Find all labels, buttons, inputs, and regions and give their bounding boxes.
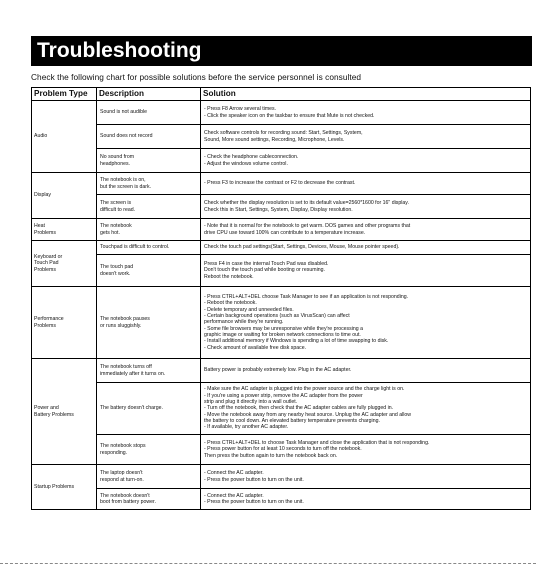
solution-cell <box>201 101 531 125</box>
description-cell <box>97 287 201 359</box>
description-text: The notebook is on, <box>100 177 146 184</box>
solution-text: - Press the power button to turn on the unit. <box>204 499 304 505</box>
description-cell <box>97 101 201 125</box>
table-row <box>32 383 531 435</box>
solution-text: - Connect the AC adapter. <box>204 470 264 477</box>
description-text: gets hot. <box>100 229 120 236</box>
description-text: The touch pad <box>100 264 134 271</box>
description-text: Sound is not audible <box>100 109 148 116</box>
solution-text: Battery power is probably extremely low. Plug in the AC adapter. <box>204 367 352 374</box>
table-row <box>32 173 531 195</box>
solution-text: - Check amount of available free disk space. <box>204 344 307 351</box>
solution-cell <box>201 359 531 383</box>
problem-type-label: Problems <box>34 229 56 236</box>
description-text: responding. <box>100 449 128 456</box>
solution-text: - Press CTRL+ALT+DEL to choose Task Manager and close the application that is not responding. <box>204 440 430 447</box>
table-row <box>32 125 531 149</box>
bottom-divider <box>0 563 536 564</box>
solution-text: strip and plug it directly into a wall outlet. <box>204 399 298 406</box>
problem-type-cell <box>32 219 97 241</box>
description-text: The notebook <box>100 223 132 230</box>
problem-type-cell <box>32 101 97 173</box>
description-cell <box>97 173 201 195</box>
description-cell <box>97 241 201 255</box>
description-cell <box>97 465 201 489</box>
table-row <box>32 255 531 287</box>
solution-cell <box>201 219 531 241</box>
problem-type-cell <box>32 465 97 510</box>
description-text: respond at turn-on. <box>100 476 144 483</box>
description-text: doesn't work. <box>100 270 131 277</box>
problem-type-label: Problems <box>34 266 56 273</box>
solution-text: - Note that it is normal for the notebook to get warm. DOS games and other programs that <box>204 223 411 230</box>
solution-text: - Delete temporary and unneeded files. <box>204 306 294 313</box>
solution-text: - Press power button for at least 10 seconds to turn off the notebook. <box>204 446 362 453</box>
solution-text: - If available, try another AC adapter. <box>204 424 289 431</box>
solution-cell <box>201 149 531 173</box>
table-row <box>32 219 531 241</box>
problem-type-cell <box>32 287 97 359</box>
description-text: The notebook stops <box>100 443 146 450</box>
problem-type-label: Battery Problems <box>34 411 74 418</box>
problem-type-label: Problems <box>34 322 56 329</box>
page-title: Troubleshooting <box>31 36 532 66</box>
description-text: immediately after it turns on. <box>100 370 166 377</box>
description-text: The notebook turns off <box>100 364 152 371</box>
solution-text: Check the touch pad settings(Start, Settings, Devices, Mouse, Mouse pointer speed). <box>204 244 400 251</box>
solution-text: drive CPU use toward 100% can contribute to a temperature increase. <box>204 229 366 236</box>
description-cell <box>97 383 201 435</box>
solution-text: Reboot the notebook. <box>204 273 254 280</box>
solution-text: - If you're using a power strip, remove the AC adapter from the power <box>204 392 363 399</box>
description-text: The notebook pauses <box>100 316 150 323</box>
table-row <box>32 195 531 219</box>
problem-type-label: Power and <box>34 405 59 412</box>
solution-text: - Some file browsers may be unresponsive while they're processing a <box>204 325 363 332</box>
intro-text: Check the following chart for possible solutions before the service personnel is consulted <box>31 72 362 82</box>
description-text: Touchpad is difficult to control. <box>100 244 170 251</box>
description-text: The screen is <box>100 200 132 207</box>
solution-text: - Make sure the AC adapter is plugged into the power source and the charge light is on. <box>204 386 405 393</box>
problem-type-label: Audio <box>34 133 48 140</box>
table-row <box>32 359 531 383</box>
solution-text: performance while they're running. <box>204 319 284 326</box>
description-cell <box>97 489 201 510</box>
description-text: The notebook doesn't <box>100 492 150 499</box>
solution-text: - Install additional memory if Windows is spending a lot of time swapping to disk. <box>204 338 389 345</box>
table-row <box>32 489 531 510</box>
solution-text: Don't touch the touch pad while booting or resuming. <box>204 267 325 274</box>
solution-text: - Move the notebook away from any nearby heat source. Unplug the AC adapter and allow <box>204 411 412 418</box>
solution-cell <box>201 195 531 219</box>
solution-text: Then press the button again to turn the notebook back on. <box>204 452 338 459</box>
solution-text: Check this in Start, Settings, System, Display, Display resolution. <box>204 206 353 213</box>
description-cell <box>97 435 201 465</box>
solution-text: graphic image or waiting for broken network connections to time out. <box>204 331 361 338</box>
troubleshooting-table <box>31 87 531 510</box>
solution-text: Press F4 in case the internal Touch Pad was disabled. <box>204 261 329 268</box>
table-row <box>32 241 531 255</box>
problem-type-label: Heat <box>34 223 45 230</box>
description-text: headphones. <box>100 160 131 167</box>
description-text: difficult to read. <box>100 206 136 213</box>
problem-type-label: Performance <box>34 316 64 323</box>
solution-text: Check whether the display resolution is set to its default value=2560*1600 for 16" display. <box>204 200 409 207</box>
solution-cell <box>201 465 531 489</box>
description-cell <box>97 149 201 173</box>
table-row <box>32 101 531 125</box>
problem-type-cell <box>32 241 97 287</box>
problem-type-cell <box>32 173 97 219</box>
solution-text: - Connect the AC adapter. <box>204 492 264 499</box>
problem-type-label: Startup Problems <box>34 483 75 490</box>
problem-type-label: Keyboard or <box>34 254 63 261</box>
description-cell <box>97 255 201 287</box>
header-description: Description <box>97 88 201 101</box>
header-solution: Solution <box>201 88 531 101</box>
description-text: or runs sluggishly. <box>100 322 142 329</box>
solution-text: Check software controls for recording sound: Start, Settings, System, <box>204 130 363 137</box>
solution-text: - Turn off the notebook, then check that the AC adapter cables are fully plugged in. <box>204 405 394 412</box>
table-body <box>32 101 531 510</box>
solution-text: - Press F8 Arrow several times. <box>204 106 277 113</box>
solution-text: - Click the speaker icon on the taskbar to ensure that Mute is not checked. <box>204 112 375 119</box>
description-text: Sound does not record <box>100 133 153 140</box>
solution-text: - Adjust the windows volume control. <box>204 160 288 167</box>
table-row <box>32 149 531 173</box>
description-cell <box>97 359 201 383</box>
table-row <box>32 435 531 465</box>
description-text: boot from battery power. <box>100 499 156 505</box>
solution-text: - Press CTRL+ALT+DEL choose Task Manager to see if an application is not responding. <box>204 294 409 301</box>
problem-type-label: Display <box>34 192 52 199</box>
description-cell <box>97 125 201 149</box>
solution-cell <box>201 173 531 195</box>
solution-cell <box>201 125 531 149</box>
problem-type-cell <box>32 359 97 465</box>
solution-cell <box>201 435 531 465</box>
description-text: The battery doesn't charge. <box>100 405 163 412</box>
solution-cell <box>201 255 531 287</box>
table-header-row <box>32 88 531 101</box>
problem-type-label: Touch Pad <box>34 260 59 267</box>
solution-cell <box>201 241 531 255</box>
description-cell <box>97 219 201 241</box>
solution-text: - Press F3 to increase the contrast or F2 to decrease the contrast. <box>204 180 356 187</box>
solution-text: - Press the power button to turn on the unit. <box>204 476 304 483</box>
description-text: but the screen is dark. <box>100 183 152 190</box>
solution-text: - Check the headphone cableconnection. <box>204 154 299 161</box>
solution-text: the battery to cool down. An elevated battery temperature prevents charging. <box>204 417 380 424</box>
table-row <box>32 287 531 359</box>
solution-cell <box>201 383 531 435</box>
solution-cell <box>201 489 531 510</box>
solution-text: - Certain background operations (such as VirusScan) can affect <box>204 313 350 320</box>
description-cell <box>97 195 201 219</box>
solution-text: Sound, More sound settings, Recording, Microphone, Levels. <box>204 136 345 143</box>
description-text: The laptop doesn't <box>100 470 143 477</box>
solution-text: - Reboot the notebook. <box>204 300 257 307</box>
solution-cell <box>201 287 531 359</box>
header-problem-type: Problem Type <box>32 88 97 101</box>
table-row <box>32 465 531 489</box>
description-text: No sound from <box>100 154 135 161</box>
